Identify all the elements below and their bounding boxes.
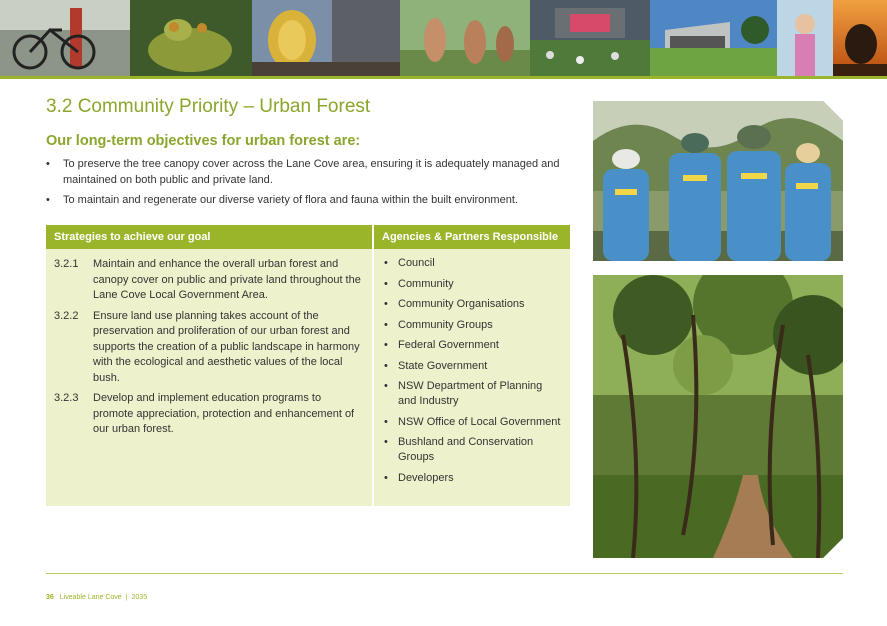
kookaburra-photo (833, 0, 887, 76)
partner-item: • State Government (384, 359, 562, 374)
strategy-text: Develop and implement education programs to promote appreciation, protection and enhancement of our urban forest. (93, 392, 355, 435)
pavilion-photo (650, 0, 777, 76)
partners-header: Agencies & Partners Responsible (382, 231, 559, 243)
strategies-cell (46, 249, 374, 506)
objective-item: • To maintain and regenerate our diverse variety of flora and fauna within the built environment. (46, 193, 566, 209)
page-number: 36 (46, 594, 54, 601)
objectives-heading: Our long-term objectives for urban forest are: (46, 133, 361, 149)
strategy-item (54, 391, 364, 438)
partner-item: • NSW Office of Local Government (384, 415, 562, 430)
footer-separator: | (125, 594, 128, 601)
objectives-list (46, 157, 566, 214)
child-photo (777, 0, 833, 76)
banner-photo-strip (0, 0, 887, 76)
bicycle-photo (0, 0, 130, 76)
volunteers-photo (593, 101, 843, 261)
partner-item: • Council (384, 256, 562, 271)
partners-cell (374, 249, 570, 506)
page-footer (46, 594, 147, 601)
strategy-item (54, 257, 364, 304)
partner-item: • NSW Department of Planning and Industry (384, 379, 562, 409)
footer-divider (46, 573, 843, 574)
partner-item: • Community (384, 277, 562, 292)
section-title: 3.2 Community Priority – Urban Forest (46, 96, 371, 117)
strategy-number: 3.2.3 (54, 392, 79, 404)
frog-photo (130, 0, 252, 76)
runners-photo (400, 0, 530, 76)
table-body (46, 249, 570, 506)
partner-item: • Community Organisations (384, 297, 562, 312)
strategy-item (54, 309, 364, 387)
partners-list (384, 256, 562, 486)
banner-divider (0, 76, 887, 79)
strategies-table (46, 225, 570, 506)
strategy-text: Maintain and enhance the overall urban forest and canopy cover on public and private land throughout the Lane Cove Local Government Area. (93, 258, 361, 301)
partner-item: • Community Groups (384, 318, 562, 333)
partner-item: • Developers (384, 471, 562, 486)
forest-track-photo (593, 275, 843, 558)
outdoor-concert-photo (530, 0, 650, 76)
publication-year: 2035 (131, 594, 148, 601)
strategy-text: Ensure land use planning takes account of the preservation and proliferation of our urban forest and supports the creation of a public landscape in harmony with the ecological and aesthetic values of the local bush. (93, 309, 360, 384)
publication-title: Liveable Lane Cove (59, 594, 122, 601)
objective-item: • To preserve the tree canopy cover across the Lane Cove area, ensuring it is adequately managed and maintained on both public and private land. (46, 157, 566, 188)
table-header-row (46, 225, 570, 249)
strategies-header: Strategies to achieve our goal (46, 225, 374, 249)
sculpture-photo (252, 0, 400, 76)
partner-item: • Federal Government (384, 338, 562, 353)
strategy-number: 3.2.1 (54, 258, 79, 270)
partner-item: • Bushland and Conservation Groups (384, 435, 562, 465)
strategy-number: 3.2.2 (54, 309, 79, 322)
